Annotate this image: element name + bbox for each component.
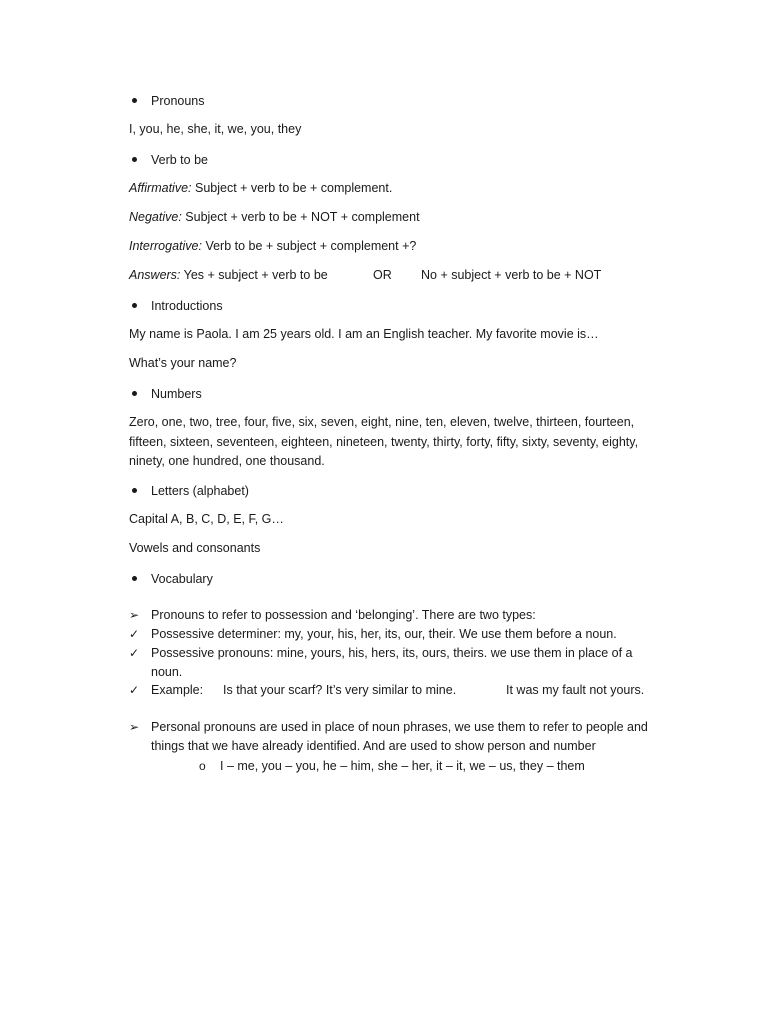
heading-text: Letters (alphabet) [151, 484, 249, 498]
answers-no: No + subject + verb to be + NOT [421, 268, 602, 282]
bullet-icon [129, 570, 139, 588]
list-item [129, 625, 669, 644]
bullet-icon [129, 482, 139, 500]
introduction-question: What’s your name? [129, 356, 237, 370]
bullet-icon [129, 92, 139, 110]
possessive-determiner: Possessive determiner: my, your, his, her, its, our, their. We use them before a noun. [151, 627, 617, 641]
example-label: Example: [151, 683, 204, 697]
list-item [129, 718, 659, 756]
introduction-example: My name is Paola. I am 25 years old. I am an English teacher. My favorite movie is… [129, 327, 599, 341]
answers-label: Answers: [129, 268, 181, 282]
personal-pronoun-pairs: I – me, you – you, he – him, she – her, it – it, we – us, they – them [220, 759, 585, 773]
affirmative-text: Subject + verb to be + complement. [191, 181, 393, 195]
list-item [129, 681, 669, 700]
numbers-list: Zero, one, two, tree, four, five, six, seven, eight, nine, ten, eleven, twelve, thirteen, fourteen, fifteen, sixteen, seventeen, eighteen, nineteen, twenty, thirty, forty, fifty, sixty, seventy, eighty, ninety, one hundred, one thousand. [129, 415, 639, 468]
list-item [199, 757, 585, 776]
negative-text: Subject + verb to be + NOT + complement [181, 210, 420, 224]
interrogative-label: Interrogative: [129, 239, 202, 253]
checkmark-icon: ✓ [129, 646, 140, 660]
heading-text: Verb to be [151, 153, 208, 167]
interrogative-rule [129, 237, 659, 257]
interrogative-text: Verb to be + subject + complement +? [201, 239, 417, 253]
letters-capital: Capital A, B, C, D, E, F, G… [129, 512, 284, 526]
possessive-pronouns: Possessive pronouns: mine, yours, his, hers, its, ours, theirs. we use them in place of a noun. [151, 646, 633, 679]
heading-text: Pronouns [151, 94, 205, 108]
letters-vowels: Vowels and consonants [129, 541, 261, 555]
circle-bullet-icon: o [199, 759, 206, 773]
heading-text: Vocabulary [151, 572, 213, 586]
negative-rule [129, 208, 659, 228]
answers-yes: Yes + subject + verb to be [180, 268, 328, 282]
possession-intro: Pronouns to refer to possession and ‘belonging’. There are two types: [151, 608, 536, 622]
answers-or: OR [373, 268, 392, 282]
negative-label: Negative: [129, 210, 182, 224]
list-item [129, 644, 639, 682]
example-sentence-1: Is that your scarf? It’s very similar to mine. [223, 683, 457, 697]
checkmark-icon: ✓ [129, 683, 140, 697]
example-sentence-2: It was my fault not yours. [506, 683, 645, 697]
affirmative-label: Affirmative: [129, 181, 192, 195]
pronouns-list: I, you, he, she, it, we, you, they [129, 122, 302, 136]
list-item [129, 606, 669, 625]
arrow-bullet-icon: ➢ [129, 608, 140, 622]
bullet-icon [129, 151, 139, 169]
heading-text: Numbers [151, 387, 202, 401]
heading-text: Introductions [151, 299, 223, 313]
personal-pronouns-intro: Personal pronouns are used in place of noun phrases, we use them to refer to people and things that we have already identified. And are used to show person and number [151, 720, 648, 753]
answers-yes-part [129, 266, 328, 285]
arrow-bullet-icon: ➢ [129, 720, 140, 734]
bullet-icon [129, 297, 139, 315]
affirmative-rule [129, 179, 659, 199]
checkmark-icon: ✓ [129, 627, 140, 641]
answers-rule [129, 266, 669, 285]
bullet-icon [129, 385, 139, 403]
